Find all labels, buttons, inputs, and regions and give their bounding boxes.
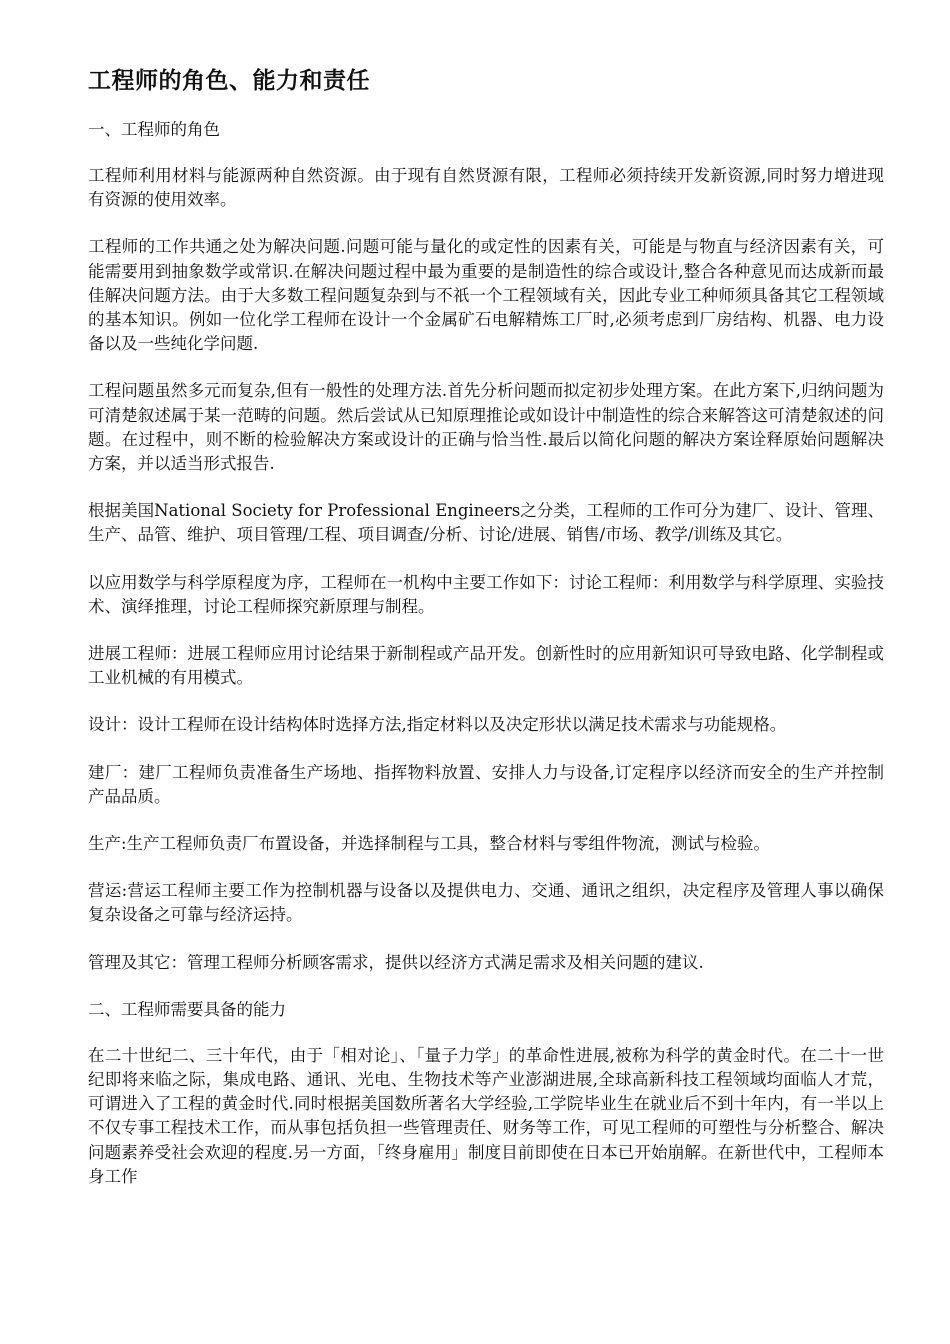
paragraph: 根据美国National Society for Professional Engineers之分类，工程师的工作可分为建厂、设计、管理、生产、品管、维护、项目管理/工程、项目调查/分析、讨论/进展、销售/市场、教学/训练及其它。 bbox=[88, 501, 884, 545]
section-heading-abilities: 二、工程师需要具备的能力 bbox=[88, 999, 286, 1019]
paragraph: 以应用数学与科学原程度为序，工程师在一机构中主要工作如下：讨论工程师：利用数学与科学原理、实验技术、演绎推理，讨论工程师探究新原理与制程。 bbox=[88, 572, 884, 616]
document-title: 工程师的角色、能力和责任 bbox=[88, 68, 370, 94]
paragraph: 进展工程师：进展工程师应用讨论结果于新制程或产品开发。创新性时的应用新知识可导致电路、化学制程或工业机械的有用模式。 bbox=[88, 644, 884, 688]
paragraph: 建厂：建厂工程师负责准备生产场地、指挥物料放置、安排人力与设备,订定程序以经济而安全的生产并控制产品品质。 bbox=[88, 762, 884, 806]
section-heading-roles: 一、工程师的角色 bbox=[88, 120, 220, 139]
paragraph: 生产:生产工程师负责厂布置设备，并选择制程与工具，整合材料与零组件物流，测试与检验。 bbox=[88, 834, 771, 854]
paragraph: 营运:营运工程师主要工作为控制机器与设备以及提供电力、交通、通讯之组织，决定程序及管理人事以确保复杂设备之可靠与经济运持。 bbox=[88, 881, 884, 925]
paragraph: 工程师利用材料与能源两种自然资源。由于现有自然贤源有限，工程师必须持续开发新资源,同时努力增进现有资源的使用效率。 bbox=[88, 166, 884, 210]
paragraph: 工程师的工作共通之处为解决问题.问题可能与量化的或定性的因素有关，可能是与物直与经济因素有关，可能需要用到抽象数学或常识.在解决问题过程中最为重要的是制造性的综合或设计,整合各种意见而达成新而最佳解决问题方法。由于大多数工程问题复杂到与不祇一个工程领域有关，因此专业工种师须具备其它工程领域的基本知识。例如一位化学工程师在设计一个金属矿石电解精炼工厂时,必须考虑到厂房结构、机器、电力设备以及一些纯化学问题. bbox=[88, 237, 884, 354]
paragraph: 设计：设计工程师在设计结构体时选择方法,指定材料以及决定形状以满足技术需求与功能规格。 bbox=[88, 715, 787, 735]
document-page bbox=[88, 66, 884, 1212]
paragraph: 工程问题虽然多元而复杂,但有一般性的处理方法.首先分析问题而拟定初步处理方案。在此方案下,归纳问题为可清楚叙述属于某一范畴的问题。然后尝试从已知原理推论或如设计中制造性的综合来解答这可清楚叙述的问题。在过程中，则不断的检验解决方案或设计的正确与恰当性.最后以简化问题的解决方案诠释原始问题解决方案，并以适当形式报告. bbox=[88, 381, 884, 474]
paragraph: 管理及其它：管理工程师分析顾客需求，提供以经济方式满足需求及相关问题的建议. bbox=[88, 952, 704, 972]
paragraph: 在二十世纪二、三十年代，由于「相对论」、「量子力学」的革命性进展,被称为科学的黄金时代。在二十一世纪即将来临之际，集成电路、通讯、光电、生物技术等产业澎湖进展,全球高新科技工程领域均面临人才荒，可谓进入了工程的黄金时代.同时根据美国数所著名大学经验,工学院毕业生在就业后不到十年内，有一半以上不仅专事工程技术工作，而从事包括负担一些管理责任、财务等工作，可见工程师的可塑性与分析整合、解决问题素养受社会欢迎的程度.另一方面，「终身雇用」制度目前即使在日本已开始崩解。在新世代中，工程师本身工作 bbox=[88, 1045, 884, 1186]
